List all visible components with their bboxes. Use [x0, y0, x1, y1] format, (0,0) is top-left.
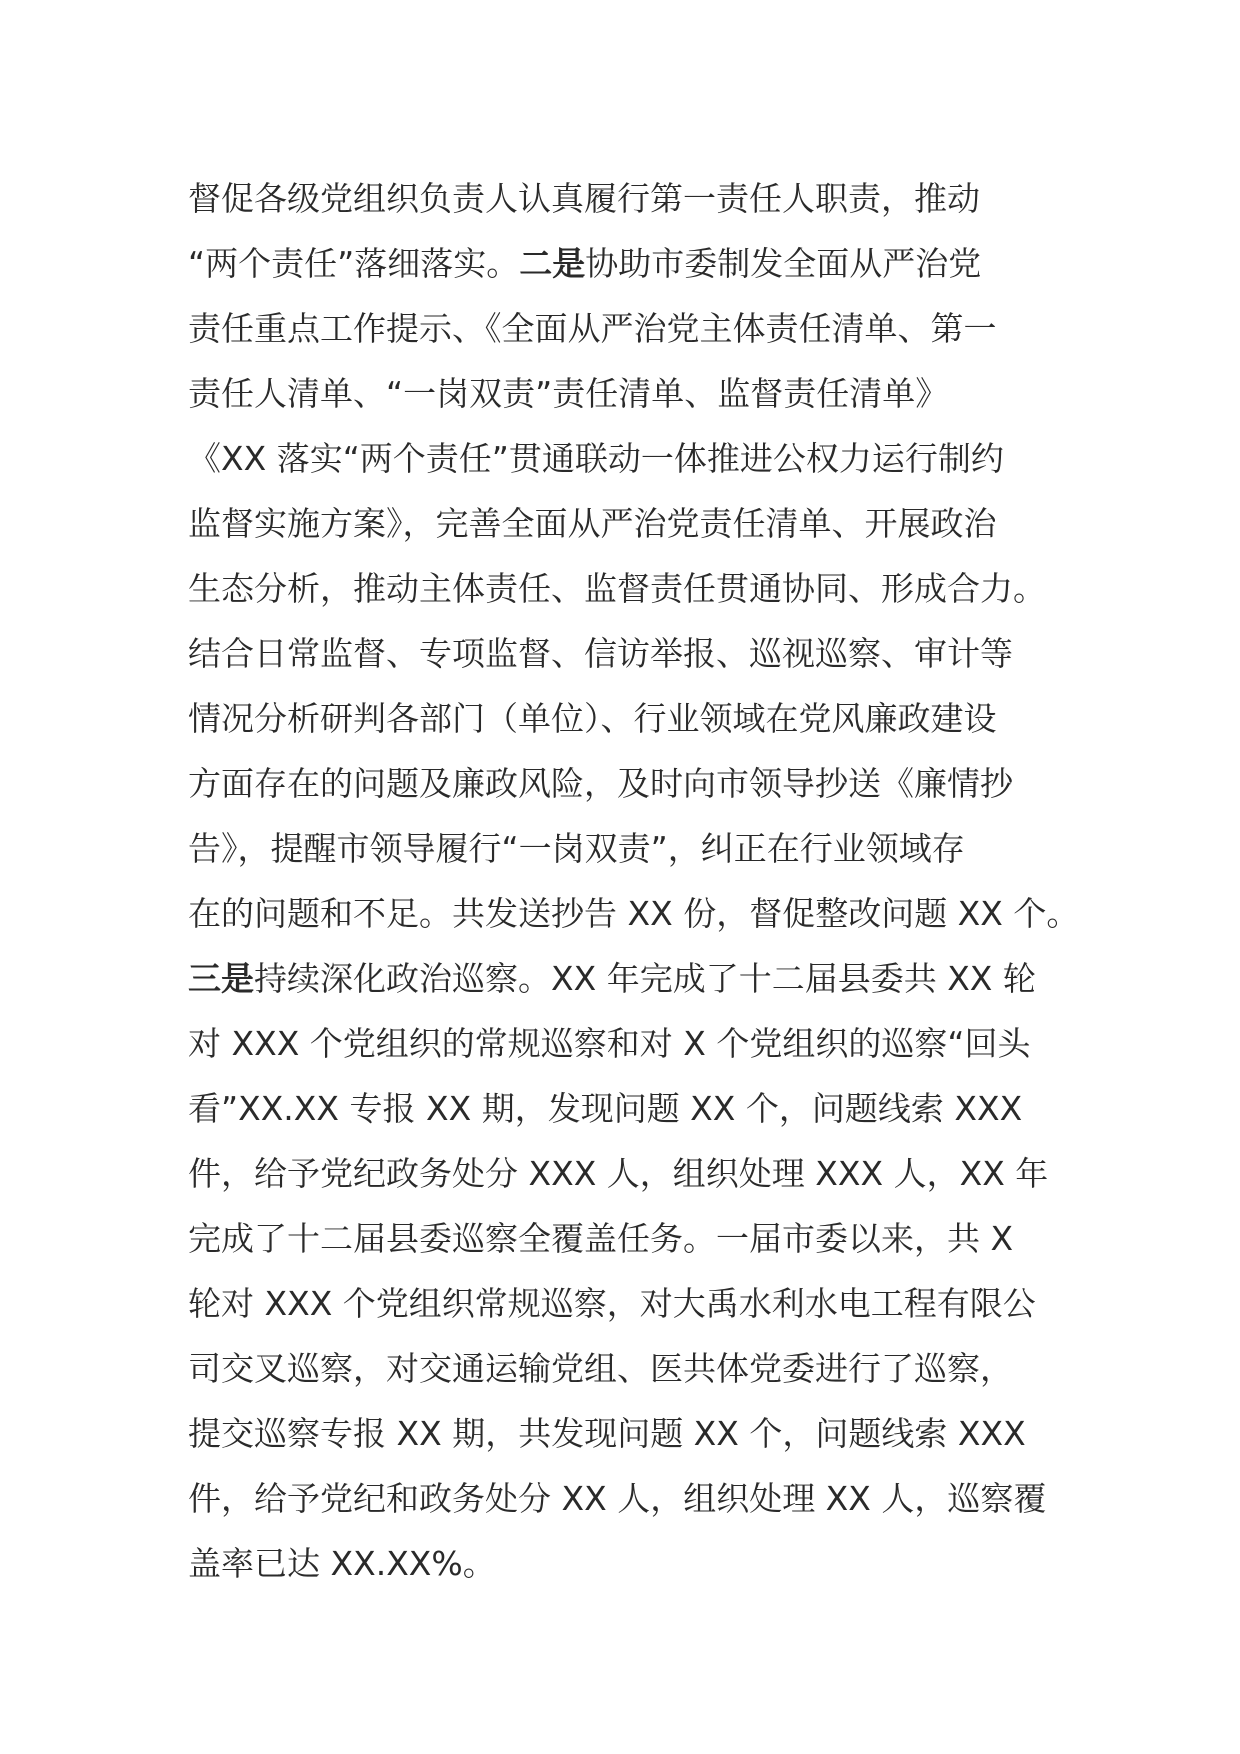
text-segment: 盖率已达 XX.XX%。 [188, 1544, 496, 1583]
text-segment: 督促各级党组织负责人认真履行第一责任人职责，推动 [188, 179, 980, 218]
text-line [188, 621, 1068, 686]
text-line [188, 491, 1068, 556]
text-line [188, 751, 1068, 816]
text-line [188, 1466, 1068, 1531]
text-segment: 提交巡察专报 XX 期，共发现问题 XX 个，问题线索 XXX [188, 1414, 1026, 1453]
text-line [188, 296, 1068, 361]
text-segment: 监督实施方案》，完善全面从严治党责任清单、开展政治 [188, 504, 997, 543]
text-segment: 《XX 落实“两个责任”贯通联动一体推进公权力运行制约 [188, 439, 1004, 478]
text-segment: 生态分析，推动主体责任、监督责任贯通协同、形成合力。 [188, 569, 1046, 608]
text-line [188, 1206, 1068, 1271]
text-line [188, 1401, 1068, 1466]
text-segment: 结合日常监督、专项监督、信访举报、巡视巡察、审计等 [188, 634, 1013, 673]
text-line [188, 1271, 1068, 1336]
text-segment: 司交叉巡察，对交通运输党组、医共体党委进行了巡察， [188, 1349, 1013, 1388]
text-line [188, 361, 1068, 426]
text-segment: 轮对 XXX 个党组织常规巡察，对大禹水利水电工程有限公 [188, 1284, 1036, 1323]
text-line [188, 426, 1068, 491]
text-segment: 持续深化政治巡察。XX 年完成了十二届县委共 XX 轮 [254, 959, 1036, 998]
text-segment: 件，给予党纪政务处分 XXX 人，组织处理 XXX 人，XX 年 [188, 1154, 1049, 1193]
bold-marker: 二是 [519, 244, 586, 283]
text-line [188, 946, 1068, 1011]
text-line [188, 556, 1068, 621]
text-line [188, 881, 1080, 946]
text-segment: 看”XX.XX 专报 XX 期，发现问题 XX 个，问题线索 XXX [188, 1089, 1023, 1128]
text-line [188, 1076, 1068, 1141]
text-segment: 完成了十二届县委巡察全覆盖任务。一届市委以来，共 X [188, 1219, 1014, 1258]
text-segment: “两个责任”落细落实。 [188, 244, 520, 283]
text-segment: 责任人清单、“一岗双责”责任清单、监督责任清单》 [188, 374, 949, 413]
text-segment: 告》，提醒市领导履行“一岗双责”，纠正在行业领域存 [188, 829, 965, 868]
text-line [188, 166, 1068, 231]
text-segment: 方面存在的问题及廉政风险，及时向市领导抄送《廉情抄 [188, 764, 1013, 803]
text-line [188, 1531, 1068, 1596]
text-line [188, 1141, 1068, 1206]
text-line [188, 231, 1068, 296]
text-segment: 协助市委制发全面从严治党 [585, 244, 982, 283]
text-line [188, 686, 1068, 751]
text-line [188, 816, 1068, 881]
text-segment: 件，给予党纪和政务处分 XX 人，组织处理 XX 人，巡察覆 [188, 1479, 1047, 1518]
text-segment: 对 XXX 个党组织的常规巡察和对 X 个党组织的巡察“回头 [188, 1024, 1031, 1063]
text-segment: 责任重点工作提示、《全面从严治党主体责任清单、第一 [188, 309, 997, 348]
text-segment: 情况分析研判各部门（单位）、行业领域在党风廉政建设 [188, 699, 997, 738]
document-body [188, 166, 1080, 1596]
bold-marker: 三是 [188, 959, 254, 998]
text-segment: 在的问题和不足。共发送抄告 XX 份，督促整改问题 XX 个。 [188, 894, 1080, 933]
text-line [188, 1336, 1068, 1401]
text-line [188, 1011, 1068, 1076]
